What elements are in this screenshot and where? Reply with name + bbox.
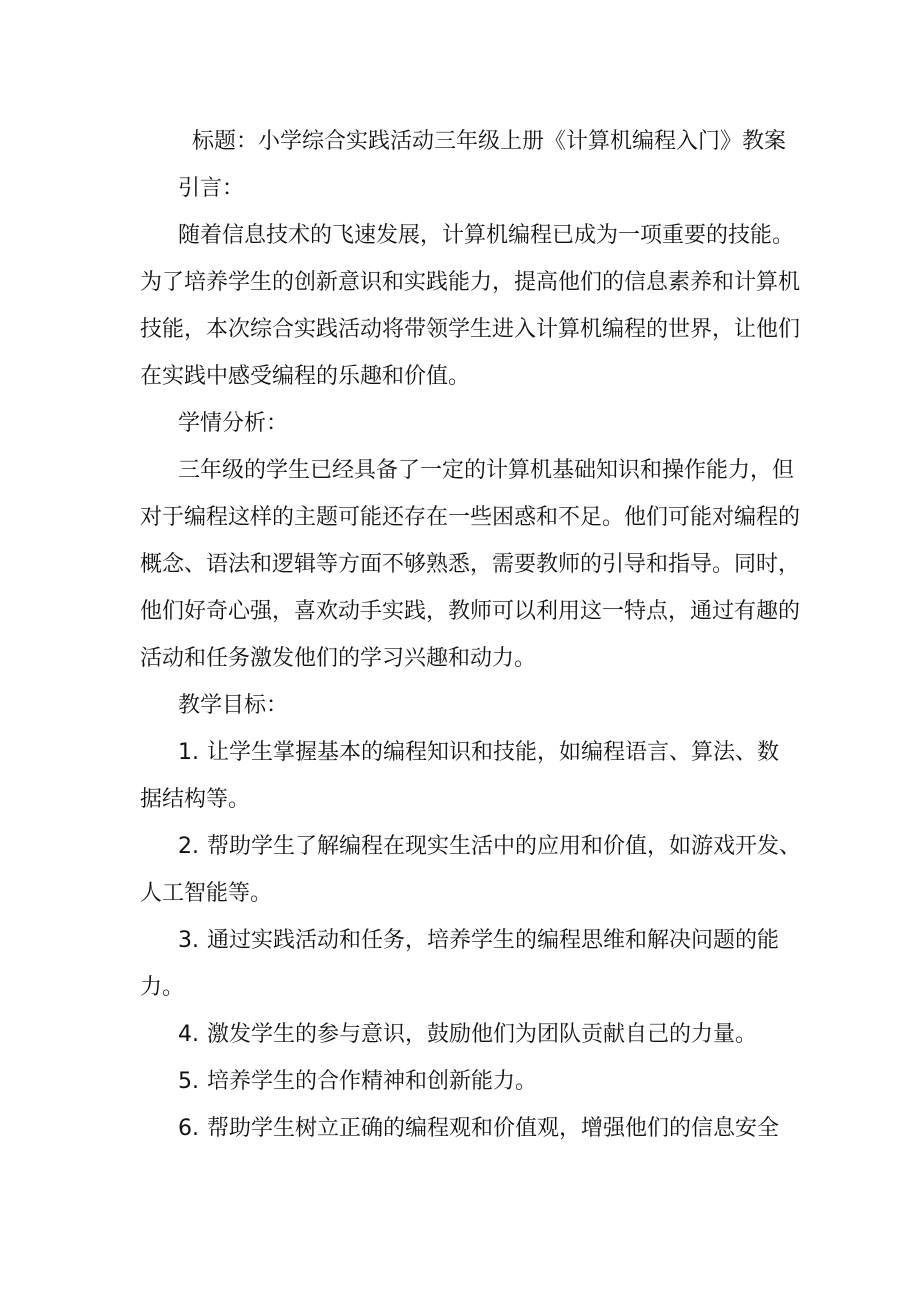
intro-line: 技能，本次综合实践活动将带领学生进入计算机编程的世界，让他们 xyxy=(140,317,801,342)
goal-number: 3. xyxy=(178,928,199,953)
analysis-heading: 学情分析： xyxy=(178,411,289,436)
goal-continuation: 力。 xyxy=(140,975,185,1000)
goal-item xyxy=(140,917,790,964)
goal-text: 激发学生的参与意识，鼓励他们为团队贡献自己的力量。 xyxy=(207,1022,758,1047)
goal-text: 帮助学生了解编程在现实生活中的应用和价值，如游戏开发、 xyxy=(207,834,802,859)
goal-number: 4. xyxy=(178,1022,199,1047)
goal-item xyxy=(140,1011,790,1058)
goal-text: 帮助学生树立正确的编程观和价值观，增强他们的信息安全 xyxy=(207,1116,780,1141)
analysis-line: 他们好奇心强，喜欢动手实践，教师可以利用这一特点，通过有趣的 xyxy=(140,599,801,624)
goal-text: 让学生掌握基本的编程知识和技能，如编程语言、算法、数 xyxy=(207,740,780,765)
analysis-line: 三年级的学生已经具备了一定的计算机基础知识和操作能力，但 xyxy=(178,458,795,483)
goal-item xyxy=(140,1058,790,1105)
goal-number: 2. xyxy=(178,834,199,859)
document-body xyxy=(140,118,802,1152)
goal-number: 5. xyxy=(178,1069,199,1094)
goal-text: 培养学生的合作精神和创新能力。 xyxy=(207,1069,538,1094)
goal-number: 1. xyxy=(178,740,199,765)
analysis-line: 活动和任务激发他们的学习兴趣和动力。 xyxy=(140,646,537,671)
goal-continuation: 据结构等。 xyxy=(140,787,251,812)
goal-number: 6. xyxy=(178,1116,199,1141)
goals-heading: 教学目标： xyxy=(178,693,289,718)
goal-continuation: 人工智能等。 xyxy=(140,881,273,906)
goal-item xyxy=(140,729,790,776)
document-title: 标题：小学综合实践活动三年级上册《计算机编程入门》教案 xyxy=(192,129,787,154)
intro-line: 为了培养学生的创新意识和实践能力，提高他们的信息素养和计算机 xyxy=(140,270,801,295)
goal-item xyxy=(140,823,802,870)
intro-line: 随着信息技术的飞速发展，计算机编程已成为一项重要的技能。 xyxy=(178,223,795,248)
analysis-line: 对于编程这样的主题可能还存在一些困惑和不足。他们可能对编程的 xyxy=(140,505,801,530)
intro-line: 在实践中感受编程的乐趣和价值。 xyxy=(140,364,471,389)
intro-heading: 引言： xyxy=(178,176,245,201)
analysis-line: 概念、语法和逻辑等方面不够熟悉，需要教师的引导和指导。同时， xyxy=(140,552,801,577)
goal-item xyxy=(140,1105,790,1152)
goal-text: 通过实践活动和任务，培养学生的编程思维和解决问题的能 xyxy=(207,928,780,953)
